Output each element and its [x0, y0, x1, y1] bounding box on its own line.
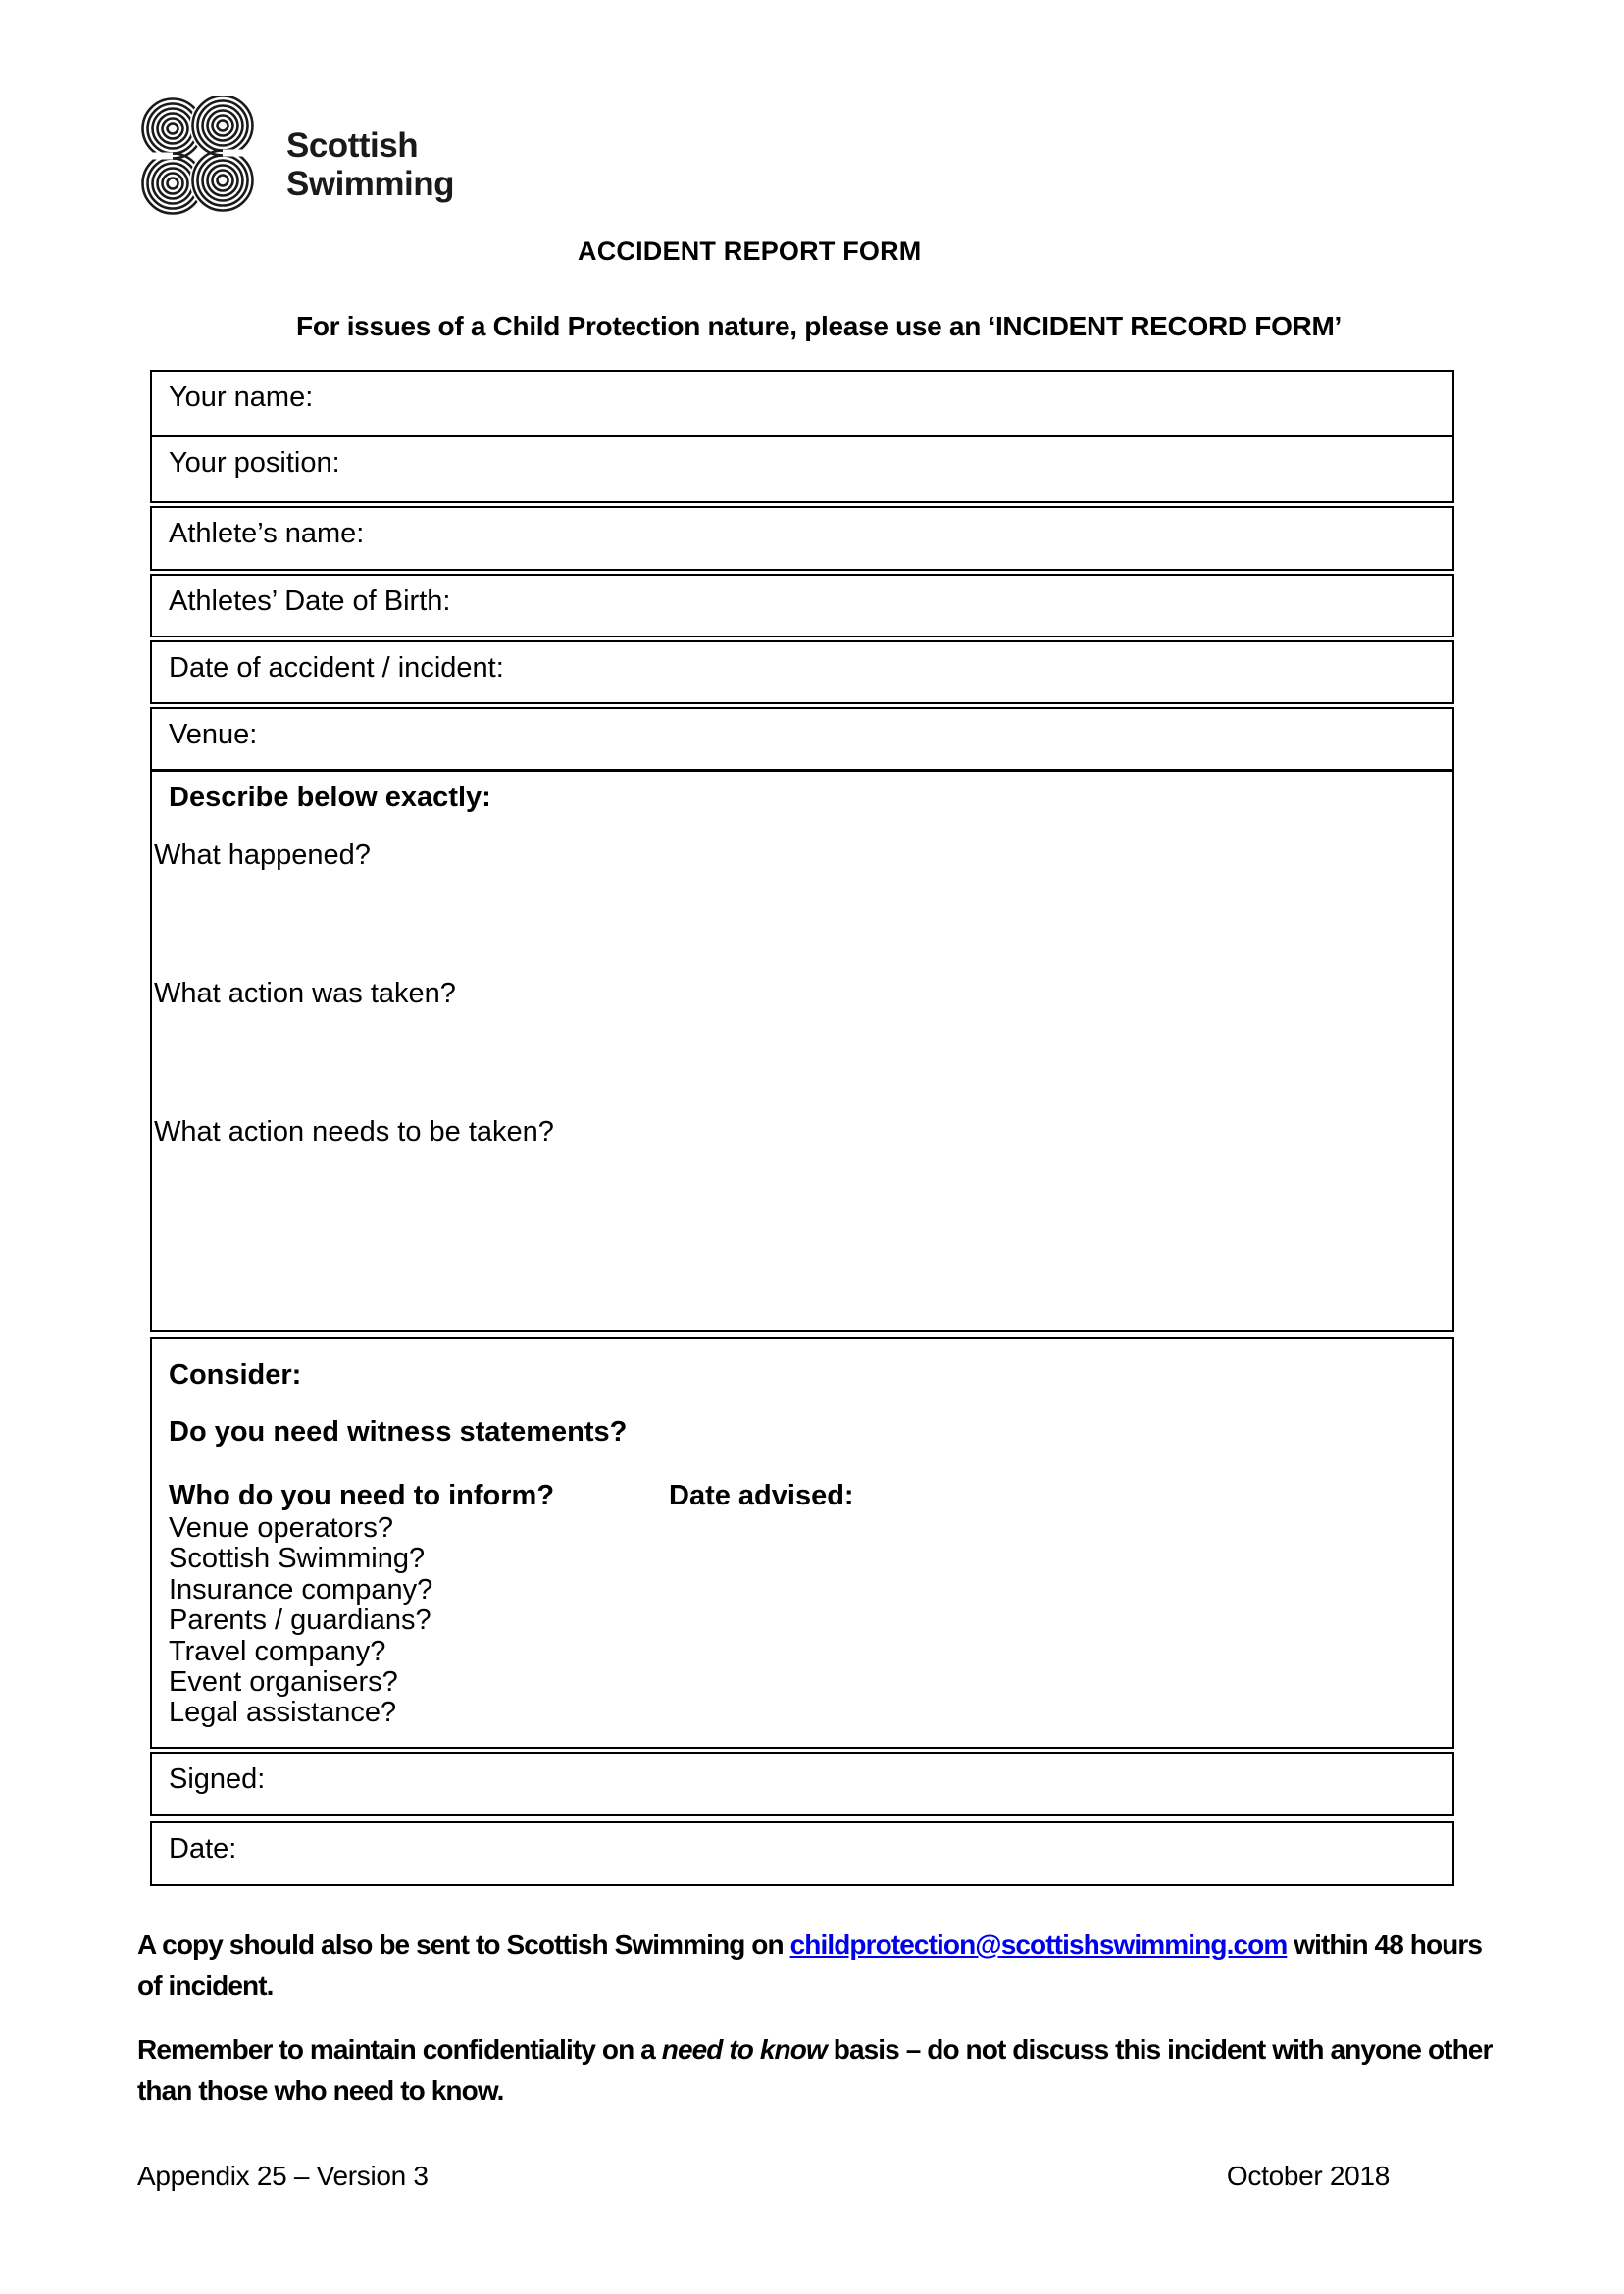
page-title: ACCIDENT REPORT FORM	[578, 236, 922, 266]
field-row-venue[interactable]	[150, 707, 1454, 771]
date-label: Date:	[169, 1833, 237, 1864]
field-label-your-name: Your name:	[169, 382, 314, 413]
brand-wordmark	[286, 127, 454, 203]
child-protection-email-link[interactable]: childprotection@scottishswimming.com	[789, 1929, 1288, 1960]
describe-box[interactable]	[150, 770, 1454, 1332]
signed-row[interactable]	[150, 1752, 1454, 1816]
inform-heading: Who do you need to inform?	[169, 1480, 555, 1511]
field-row-your-position[interactable]	[150, 435, 1454, 503]
inform-options-list	[169, 1513, 432, 1729]
witness-question: Do you need witness statements?	[169, 1416, 628, 1448]
copy-note-text-before: A copy should also be sent to Scottish Swimming on	[137, 1929, 790, 1960]
inform-option-legal-assistance: Legal assistance?	[169, 1697, 397, 1729]
inform-option-event-organisers: Event organisers?	[169, 1666, 398, 1699]
inform-option-insurance-company: Insurance company?	[169, 1573, 433, 1606]
field-label-venue: Venue:	[169, 719, 258, 750]
field-label-your-position: Your position:	[169, 447, 340, 479]
notes-section	[137, 1924, 1510, 2112]
page-subtitle: For issues of a Child Protection nature, please use an ‘INCIDENT RECORD FORM’	[296, 311, 1342, 341]
field-label-athlete-name: Athlete’s name:	[169, 518, 365, 549]
field-label-accident-date: Date of accident / incident:	[169, 652, 504, 684]
date-row[interactable]	[150, 1821, 1454, 1886]
consider-heading: Consider:	[169, 1359, 302, 1391]
field-row-athlete-name[interactable]	[150, 506, 1454, 571]
field-label-athlete-dob: Athletes’ Date of Birth:	[169, 586, 451, 617]
question-action-taken: What action was taken?	[154, 978, 456, 1009]
inform-option-venue-operators: Venue operators?	[169, 1512, 393, 1544]
consider-box[interactable]	[150, 1337, 1454, 1749]
footer-appendix-version: Appendix 25 – Version 3	[137, 2161, 429, 2191]
date-advised-label: Date advised:	[669, 1480, 854, 1511]
copy-note	[137, 1924, 1510, 2007]
confidentiality-text-after: basis – do not discuss this incident with anyone other than those who need to know.	[137, 2034, 1493, 2106]
question-action-needed: What action needs to be taken?	[154, 1116, 554, 1147]
fields-table	[150, 370, 1454, 771]
page-footer	[137, 2161, 1390, 2192]
inform-option-scottish-swimming: Scottish Swimming?	[169, 1543, 426, 1575]
field-row-your-name[interactable]	[150, 370, 1454, 437]
question-what-happened: What happened?	[154, 840, 371, 871]
confidentiality-note	[137, 2029, 1510, 2112]
brand-line1: Scottish	[286, 127, 419, 165]
confidentiality-text-before: Remember to maintain confidentiality on a	[137, 2034, 662, 2065]
inform-option-travel-company: Travel company?	[169, 1635, 386, 1667]
brand-header	[137, 96, 454, 218]
signed-label: Signed:	[169, 1763, 266, 1795]
describe-heading: Describe below exactly:	[169, 782, 491, 813]
field-row-accident-date[interactable]	[150, 640, 1454, 704]
inform-row	[169, 1480, 1443, 1512]
need-to-know-phrase: need to know	[661, 2034, 827, 2065]
copy-note-text-after: within 48 hours of incident.	[137, 1929, 1483, 2001]
scottish-swimming-logo-icon	[137, 96, 259, 218]
footer-date: October 2018	[1226, 2161, 1390, 2191]
brand-line2: Swimming	[286, 165, 455, 203]
inform-option-parents-guardians: Parents / guardians?	[169, 1605, 431, 1637]
field-row-athlete-dob[interactable]	[150, 574, 1454, 637]
